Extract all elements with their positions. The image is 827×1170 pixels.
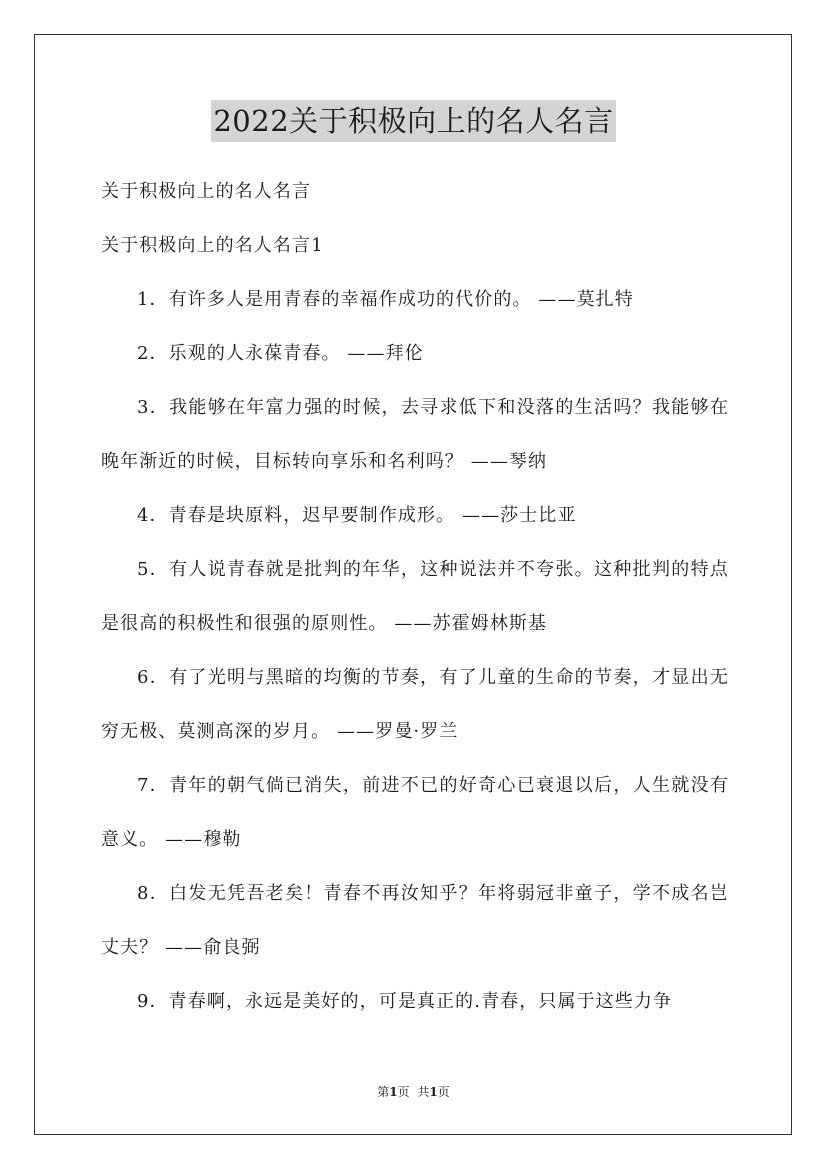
total-suffix: 页	[437, 1085, 450, 1099]
quote-paragraph: 9．青春啊，永远是美好的，可是真正的.青春，只属于这些力争	[137, 991, 673, 1012]
quote-paragraph: 3．我能够在年富力强的时候，去寻求低下和没落的生活吗？我能够在晚年渐近的时候，目标转向享乐和名利吗？ ——琴纳	[101, 397, 729, 472]
subtitle-line: 关于积极向上的名人名言	[101, 181, 312, 202]
quote-paragraph: 6．有了光明与黑暗的均衡的节奏，有了儿童的生命的节奏，才显出无穷无极、莫测高深的岁月。 ——罗曼·罗兰	[101, 667, 729, 742]
document-title: 2022关于积极向上的名人名言	[211, 100, 615, 142]
quote-paragraph: 4．青春是块原料，迟早要制作成形。 ——莎士比亚	[137, 505, 577, 526]
total-pages: 1	[429, 1085, 438, 1099]
quote-paragraph: 7．青年的朝气倘已消失，前进不已的好奇心已衰退以后，人生就没有意义。 ——穆勒	[101, 775, 729, 850]
quote-paragraph: 2．乐观的人永葆青春。 ——拜伦	[137, 343, 424, 364]
title-container	[0, 100, 827, 142]
total-prefix: 共	[417, 1085, 430, 1099]
quote-paragraph: 1．有许多人是用青春的幸福作成功的代价的。 ——莫扎特	[137, 289, 634, 310]
document-body	[101, 165, 729, 1029]
quote-paragraph: 8．白发无凭吾老矣！青春不再汝知乎？年将弱冠非童子，学不成名岂丈夫？ ——俞良弼	[101, 883, 729, 958]
page-footer	[0, 1082, 827, 1102]
quote-paragraph: 5．有人说青春就是批判的年华，这种说法并不夸张。这种批判的特点是很高的积极性和很强的原则性。 ——苏霍姆林斯基	[101, 559, 729, 634]
section-heading: 关于积极向上的名人名言1	[101, 235, 324, 256]
page-suffix: 页	[397, 1085, 410, 1099]
page-prefix: 第	[377, 1085, 390, 1099]
page-number: 1	[389, 1085, 398, 1099]
